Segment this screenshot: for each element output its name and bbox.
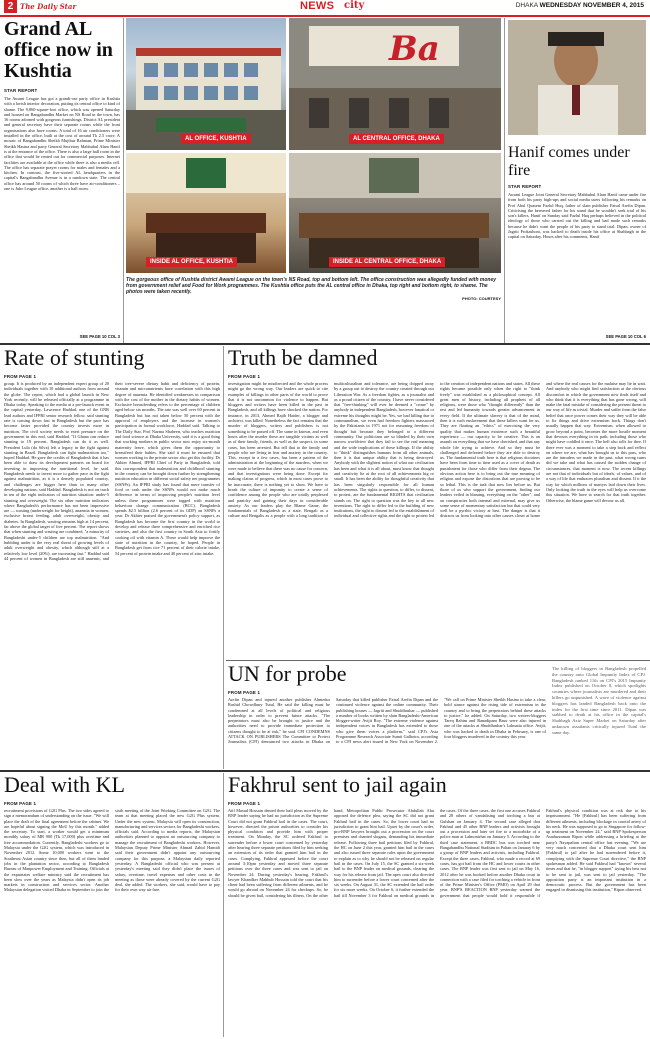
photo-label-kushtia-interior: INSIDE AL OFFICE, KUSHTIA: [146, 257, 237, 267]
deal-headline: Deal with KL: [4, 772, 125, 797]
hanif-headline: Hanif comes under fire: [508, 144, 630, 179]
photo-dhaka-exterior: [289, 18, 501, 150]
deal-from-page: FROM PAGE 1: [4, 801, 37, 806]
interior-illustration: [126, 153, 286, 273]
photo-kushtia-interior: [126, 153, 286, 273]
hanif-byline: STAR REPORT: [508, 184, 542, 189]
kushtia-byline: STAR REPORT: [4, 88, 38, 93]
sign-text: Ba: [389, 29, 440, 69]
un-headline: UN for probe: [228, 661, 347, 686]
fakhrul-from-page: FROM PAGE 1: [228, 801, 261, 806]
kushtia-headline: Grand AL office now in Kushtia: [4, 18, 113, 82]
photo-credit: PHOTO: COURTESY: [462, 296, 501, 301]
un-from-page: FROM PAGE 1: [228, 690, 261, 695]
page-number: 2: [4, 0, 17, 13]
kushtia-body-wrap: [4, 88, 120, 96]
column-divider-stunting: [223, 346, 224, 769]
masthead-logo: The Daily Star: [20, 2, 77, 11]
column-divider-right: [504, 18, 505, 343]
fakhrul-body: Atif Masud Hossain denied their bail pleas moved by the BNP leader saying he had no jurisdiction as the Supreme Court did not grant Fakhrul bail in the cases. The court, however, directed the prison authorities to consider his physical condition and provide him with proper treatment. On Monday, the SC ordered Fakhrul to surrender before a lower court concerned by yesterday after hearing three separate petitions filed by him seeking an extension of its order that granted him bail in the cases. Complying, Fakhrul appeared before the court around 3:10pm yesterday and moved three separate petitions over the three cases and was sent to jail on November 24. During yesterday's hearing, Fakhrul's lawyer Khandker Mahbub Hossain told the court that his client had been suffering from different ailments, and he would go abroad on November 24 for checkups. So, he should be given bail, considering his illness. On the other hand, Metropolitan Public Prosecutor Abdullah Abu opposed the defence plea, saying the SC did not grant Fakhrul bail in the cases. So, the lower court had no jurisdiction to grant him bail. Upset by the court's order, pro-BNP lawyers brought out a procession on the court premises and chanted slogans, demanding his immediate release. Following three bail petitions filed by Fakhrul, the HC on June 2 this year, granted him bail in the cases and also issued three separate rules upon the government to explain as to why he should not be released on regular bail in the cases. On July 15, the SC granted a six-week bail to the BNP leader on medical grounds, clearing the way for his release from jail. The apex court also directed him to surrender before a lower court concerned after the six weeks. On August 31, the SC extended the bail order for six more weeks. On October 6, it further extended the bail till November 3 for Fakhrul on medical grounds in the cases. Of the three cases, the first one accuses Fakhrul and 28 others of vandalising and torching a bus at Gulshan on January 4. The second case alleged that Fakhrul and 45 other BNP leaders and activists brought out a procession and later set fire to a motorbike of a police man at Lalmonirhat on January 5. According to the third case statement, a BBDC bus was torched near Bangabandhu National Stadium in Paltan on January 6 by a group of BNP leaders and activists, including Fakhrul. Except the three cases, Fakhrul, who made a record at 69 cases, has got bail from the HC and lower courts in other cases. The BNP leader was first sent to jail on May 16, 2012 after he was booked before another Dhaka court in connection with a case filed for torching a vehicle in front of the Prime Minister's Office (PMO) on April 29 that year. BNP'S REACTION BNP yesterday warned the government that people would hold it responsible if Fakhrul's physical condition was at risk due to his imprisonment. "He [Fakhrul] has been suffering from different ailments, including blockage in carotid artery of his neck. He was supposed to go to Singapore for follow-up treatment on November 24," said BNP Spokesperson Asaduzzaman Ripon while addressing a briefing at the party's Nayapaltan central office last evening. "We are very much concerned that a Dhaka court sent him [Fakhrul] to jail after he had surrendered before it, complying with the Supreme Court directive," the BNP spokesman added. He said Fakhrul had "known" several times and that he, "in blogger support" trying his best not to be sent to jail, was sent to jail yesterday. "The opposition party is an important institution in a democratic process. But the government has been engaged in dismissing this institution," Ripon observed.: [228, 808, 646, 898]
truth-headline: Truth be damned: [228, 345, 378, 370]
section-title: NEWS: [300, 0, 335, 12]
column-divider-deal: [223, 773, 224, 1037]
hanif-see-page: SEE PAGE 10 COL 6: [605, 334, 646, 339]
building-illustration: [126, 18, 286, 150]
dateline-date: WEDNESDAY NOVEMBER 4, 2015: [539, 2, 644, 9]
photo-label-kushtia-exterior: AL OFFICE, KUSHTIA: [181, 134, 251, 144]
truth-from-page: FROM PAGE 1: [228, 374, 261, 379]
truth-body: investigation might be misdirected and the whole process might go the wrong way. Our leaders are quick to cite examples of killings in other parts of the world to prove that it is not uncommon for violence to happen. But bloggers and writers have been killed in the past in Bangladesh, and all killings have shocked the nation. For instance, in 2013, Ahmed Rajib Haider, a blogger and architect, was killed. Nonetheless the fact remains that the murder of bloggers, writers and publishers is not something to be passed off. The same in known, and even hours after the murder these are tangible victims as well as of their family, friends, as well as the suspect, in some cases, has been arrested. But tell that to the family and people who are living in fear and anxiety in the country. This, except in a few cases, has been a pattern of the administration at the beginning of the murders, when we were made to believe that there was no cause for concern, and that investigations were being done. Except for making claims of progress, which in most cases prove to be inaccurate, there is nothing yet to show. We have to break the culture of impunity to create a sense of confidence among the people who are totally perplexed and panicky and gaining their days in considerable anxiety. As our leaders play the Blame Game, the fundamentals of Bangladesh as a state, Bengali as a culture and Bengalis as a people with a long tradition of multiculturalism and tolerance, are being chipped away by a group out to destroy the country created through our Liberation War. As a freedom fighter, as a journalist and as a proud citizen of the country, I have never considered that "free-thinking" will ever be deemed a "crime" by anybody in independent Bangladesh, however fanatical or extreme his thoughts might be. Yes, we had killing due to communalism, we even had freedom fighters massacred by the Pakistanis in 1971 not for reasoning freedom of thought but because they belonged to a different community. Our politicians are so blinded by their own narrow worldview that they fail to see the real meaning and the wide implications of these killings. If the ability to "think" distinguishes humans from all other animals, then it is that unique ability that is being destroyed. Anybody with the slightest notion of what our civilisation has been and what it is all about, must know that thought and creativity lie at the root of all achievements big or small. It has been the ability for thoughtful creativity that has been singularly responsible for all human achievements. The rights to question, to differ, to dissent, to protest, are the fundamental RIGHTS that civilisation stands on. The right to question was the key to all new inventions. The right to differ led to the building of new institutions, the right to dissent led to the establishment of individual and collective rights and the right to protest led to the creation of independent nations and states. All these rights became possible only when the right to "think freely" was established as a philosophical concept. All great men of history, including all prophets of all religions, were those who "thought differently" than the rest and led humanity towards greater advancement in every field. If the ultimate slavery is that of the mind, then it is such enslavement that these killers want for us. They are floating an "ethics" of exercising the very quality that makes human existence such a beautiful experience — our capacity to be creative. This is an assault on everything that we have cherished, and that any whole life trying to achieve. And so they must be challenged and defeated before they are able to destroy us. The fundamental truth here is that religious doctrines have been from time to time used as a cover of death as punishment for those who differ from their dogma. The obvious action here is to bring out the true meaning of religion and expose the distortions that are proving to be so lethal. This is the task that now lies before us. But those of us who support the government, finding our leaders veiled in blaming, everything on the "other", and on conspiracies both internal and external, may give us some sense of momentary satisfaction but that could very well be a pyrrhic victory at best. The danger is that it distracts us from looking into other causes closer at home and where the real causes for the malaise may lie in wait. And anybody who might find satisfaction at the obvious discomfort in which the government now finds itself and who think that it is everything that has gone wrong, will make the fatal mistake of considering the present threat to our way of life as trivial. Murder and suffer from the false belief that once power comes their way they will be able to fix things and drive extremism back. Things don't usually happen that way. Extremism, when allowed to grow beyond a point, becomes the more hostile moment that devours everything in its path, including those who might have coddled it once. The hell also tolls for thee. If there ever was a moment to take a step back and reflect on where we are, what has brought us to this pass, who are the intruders we made in the past, what wrong turns did we take and what has caused the sudden change of circumstances, that moment is now. The recent killings are not that of individuals but of ideals, of values, and of a way of life that embraces pluralism and dissent. If it the way for which millions of martyrs laid down their lives. Only looking the truth in the eyes will help us overcome this situation. We have to search for that truth together. Otherwise, the blame game will devour us all.: [228, 381, 646, 519]
photo-label-dhaka-interior: INSIDE AL CENTRAL OFFICE, DHAKA: [329, 257, 445, 267]
city-label: city: [344, 0, 365, 11]
fakhrul-headline: Fakhrul sent to jail again: [228, 772, 447, 797]
photo-label-dhaka-exterior: AL CENTRAL OFFICE, DHAKA: [349, 134, 444, 144]
photo-kushtia-exterior: [126, 18, 286, 150]
dhaka-interior-illustration: [289, 153, 501, 273]
dhaka-building-illustration: [289, 18, 501, 150]
hanif-body: Awami League Joint General Secretary Mahbubul Alam Hanif came under fire from both his party high-ups and social media users following his remarks on Prof Abul Quasem Fazlul Huq, father of slain publisher Faisal Arefin Dipan. Criticising the bereaved father for his stand that he wouldn't seek trial of his son's killers, Hanif on Sunday said Fazlul Huq perhaps believed in the political ideology of those who carried out the killing and had made such remarks because he didn't want the people of his party to stand trial. Dipan, owner of Jagriti Prokashoni, was hacked to death inside his office at Shahbagh in the capital on Saturday. Hours after his comments, Hanif: [508, 192, 646, 240]
kushtia-see-page: SEE PAGE 10 COL 3: [79, 334, 120, 339]
stunting-from-page: FROM PAGE 1: [4, 374, 37, 379]
header-rule: [0, 15, 650, 17]
photo-dhaka-interior: [289, 153, 501, 273]
portrait-illustration: [508, 20, 646, 135]
stunting-body: group. It is produced by an independent expert group of 20 individuals together with 10 additional authors from around the globe. The report, which had a global launch in New York recently, will be released officially at a programme in Dhaka today. Speaking to the media at a pre-launch event in the capital yesterday, Lawrence Haddad, one of the GNR lead authors and IFPRI senior research fellow, said stunting rate is coming down fast in Bangladesh but the pace has become faster provided the country invests more in nutrition. The civil society needs to exert pressure on the government in this end, said Haddad. "If Ghana can reduce stunting to 19 percent, Bangladesh can do it as well. President Lula (da Silva) left a legacy in the fight against stunting in Brazil. Bangladesh can fight malnutrition too," hoped Haddad. He gave the credits of Bangladesh that it has been able to draw its development partners on board for investing in improving the nutritional level, he said. Bangladesh needs to invest more to gather pace in the fight against malnutrition, as it is a densely populated country, and challenges are bigger here than in many other developing nations, said Haddad. Bangladesh is not on track in ten of the eight indicators of nutrition situation: under-5 stunting and overweight. The six other nutrition indicators where Bangladesh's performance has not been impressive are — wasting (underweight for height), anaemia in women, exclusive breast feeding, adult overweight, obesity and diabetes. In Bangladesh, wasting remains high at 14 percent, far above the global target of five percent. The report shows that when stunting and wasting are combined, "a minority of Bangladeshi under-5 children are top malnutrition. "And bubbling under is the very real threat of growing levels of adult overweight and obesity, which although still at a relatively low level (20%), are increasing fast." Haddad said 44 percent of women in Bangladesh are still anaemic, and their tree-severe dietary habit and deficiency of protein, vitamin and micronutrients have correlation with this high degree of anaemia. He identified weaknesses in comparison with the cost of the mother in the dietary habits of women. Exclusive breastfeeding refers to the percentage of children aged below six months. The rate was well over 60 percent in Bangladesh but has not taken below 50 percent with the approval of employers and the increase in women's participation in formal workforce, Haddad said. Talking to The Daily Star, Prof Nazma Shaheen, who teaches nutrition and food science at Dhaka University, said it is a good thing that working mothers in public sector now enjoy six-month maternity leave, which gives them the opportunity to breastfeed their babies. She said it must be ensured that women working in the private sector also get this facility. Dr Akhter Ahmed, IFPRI Chief of Party in Bangladesh, told this correspondent that malnutrition and childhood stunting in the country can be brought down further by strengthening nutrition education in different social safety net programmes (SSNPs). An IFPRI study has found that mere transfer of food or cash under the SSNPs would not make much difference in terms of improving people's nutrition level unless these programmes were tagged with nutrition behaviour change communication (BCC). Bangladesh spends $2.5 billion (2.6 percent of its GDP) on SSNPs a year. Dr Akhter praised the government's policy support, as Bangladesh has become the first country in the world to develop and release three comprehensive and enriched rice varieties, and also the first country in South Asia to fortify cooking oil with vitamin A. These would help improve the state of nutrition in the country, he hoped. People in Bangladesh get from rice 71 percent of their calorie intake, 54 percent of protein intake and 40 percent of zinc intake.: [4, 381, 220, 561]
deal-body: recruitment provisions of G2G Plus. The two sides agreed to sign a memorandum of understanding on the issue. "We will place the draft of the final agreement before the cabinet. We are hopeful about signing the MoU by this month," added the secretary. To start, a worker would get a minimum monthly salary of MR 900 (Tk 17,000) plus overtime and free accommodation. Currently, Bangladeshi workers go to Malaysia under the G2G system, which was introduced in November 2012. Some 10,000 workers went to the Southeast Asian country since then, but all of them landed jobs in the plantation sector, according to Bangladesh Bureau of Manpower Employment and Training. Officials at the expatriates welfare ministry said the recruitment has been slow over the years as Malaysia didn't open its job markets in construction and services sector. Another Malaysian delegation visited Dhaka in September to join the sixth meeting of the Joint Working Committee on G2G. The team at that meeting placed the new G2G Plus system. Under the new system, Malaysia will open its construction, manufacturing and services sectors for Bangladeshi workers, officials said. According to media reports, the Malaysian authorities planned to appoint an outsourcing company to manage the recruitment of Bangladeshi workers. However, Malaysian Deputy Prime Minister Ahmad Zahid Hamidi said their government didn't appoint any outsourcing company for this purpose, a Malaysian daily reported yesterday. A Bangladeshi official who was present at yesterday's meeting said they didn't place the issues of salary, overtime, travel expenses and other costs in the meeting as those were already covered by the current G2G deal, she added. The workers, she said, would have to pay for their own way air fare.: [4, 808, 220, 893]
dateline: [516, 2, 644, 9]
stunting-headline: Rate of stunting: [4, 345, 145, 370]
hanif-portrait: [508, 20, 646, 135]
kushtia-body: The Awami League has got a grandi-ose party office in Kushtia with a lavish interior decoration, putting its central office to kind of shame. The 9,860-square-foot office, which was opened Saturday and housed on Bangabandhu Market on NS Road in the town, has 16 rooms adorned with gorgeous furnishings. District AL president and general secretary have their separate rooms while the front organisations also have rooms. A total of 16 air conditioners were installed in the office, built at the cost of around Tk 2.5 crore. A mosaic of Bangabandhu Sheikh Mujibur Rahman, Prime Minister Sheikh Hasina and party General Secretary Mahbubul Alam Hanif is at the entrance of the office. There is also a large hall room in the office that would be rented out for commercial purposes. Internet facilities are available at the office while there is also a media cell. The office has separate prayer rooms for males and females and a kitchen. In contrast, the five-storied AL headquarters in the capital's Bangabandhu Avenue is in a rundown state. The central office has around 50 rooms of which three have air-conditioners – one is Jubo League office, another is a hall room.: [4, 96, 120, 192]
un-body-side: The killing of bloggers in Bangladesh propelled the country onto Global Impunity Index of CPJ. Bangladesh ranked 11th on CPJ's 2015 Impunity Index published on October 8, which spotlights countries where journalists are murdered and their killers go unpunished. A wave of violence against bloggers has landed Bangladesh back onto the index for the first time since 2011. Dipan was stabbed to death at his office in the capital's Shahbagh Aziz Super Market on Saturday after unknown assailants critically injured Tutul the same day.: [552, 666, 646, 735]
un-body-main: Arefin Dipan and injured another publisher Ahmedur Rashid Chowdhury Tutul. He said the killing must be condemned at all levels of political and religious leadership in order to prevent future attacks. "The perpetrators must also be brought to justice and the authorities need to provide immediate protection to citizens thought to be at risk," he said. CPJ CONDEMNS ATTACK ON PUBLISHERS The Committee to Protect Journalists (CPJ) denounced two attacks in Dhaka on Saturday that killed publisher Faisal Arefin Dipan and the continued violence against the online community. Their publishing houses — Jagriti and Shuddhashar — published a number of books written by slain Bangladeshi-American blogger-writer Avijit Roy. "The extreme violence against independent voices in Bangladesh has extended to those who give them voices a platform," said CPJ's Asia Programme Research Associate Sumit Galhotra, according to a CPJ news alert issued in New York on November 2. "We call on Prime Minister Sheikh Hasina to take a clear, bold stance against the rising tide of extremism in the country and to bring the perpetrators behind these attacks to justice," he added. On Saturday, two writers-bloggers Tareq Rahim and Ranadipam Basu were also injured in one of the attacks at Shuddhashar's Lalmatia office. Avijit, who was hacked to death in Dhaka in February, is one of four bloggers murdered in the country this year.: [228, 697, 546, 745]
dateline-city: DHAKA: [515, 2, 538, 9]
column-divider: [123, 18, 124, 343]
photo-caption: The gorgeous office of Kushtia district Awami League on the town's NS Road, top and bottom left. The office construction was allegedly funded with money from government relief and Food for Work programmes. The Kushtia office puts the AL central office in Dhaka, top right and bottom right, to shame. The photos were taken recently.: [126, 277, 497, 295]
